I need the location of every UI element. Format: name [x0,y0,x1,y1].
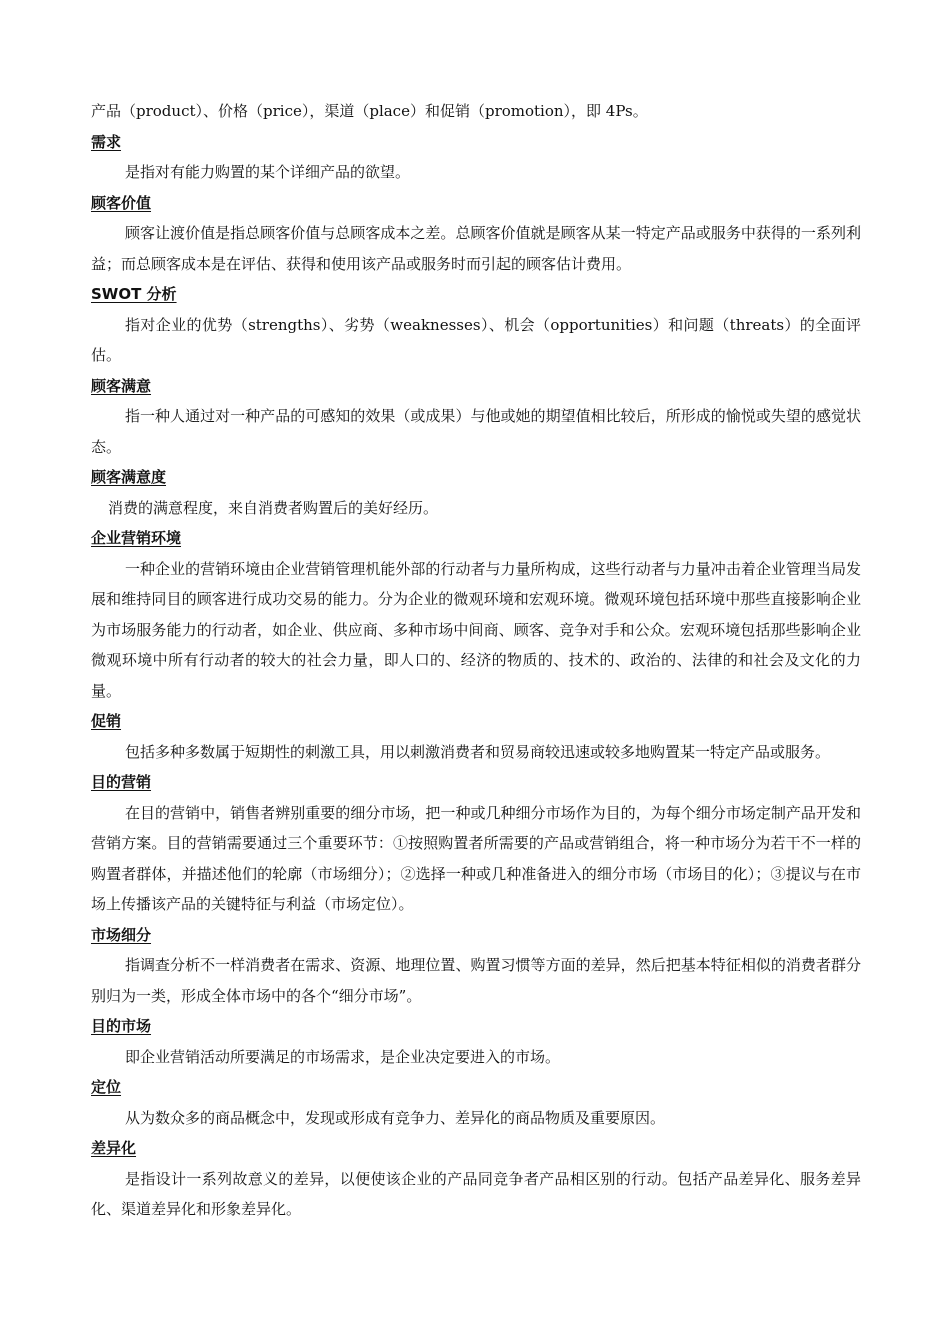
term-heading: 需求 [91,132,122,151]
term-definition: 是指设计一系列故意义的差异，以便使该企业的产品同竞争者产品相区别的行动。包括产品差异化、服务差异化、渠道差异化和形象差异化。 [91,1169,861,1218]
definition-section [91,767,861,920]
definition-section [91,1011,861,1072]
term-definition: 包括多种多数属于短期性的刺激工具，用以刺激消费者和贸易商较迅速或较多地购置某一特定产品或服务。 [125,742,831,761]
term-heading: 差异化 [91,1139,137,1157]
term-heading: 目的营销 [91,773,152,791]
term-definition: 消费的满意程度，来自消费者购置后的美好经历。 [108,498,439,517]
definitions-list [91,127,861,1225]
term-definition: 从为数众多的商品概念中，发现或形成有竞争力、差异化的商品物质及重要原因。 [125,1108,666,1127]
term-heading: SWOT 分析 [91,285,177,303]
term-heading: 市场细分 [91,925,152,944]
definition-section [91,523,861,706]
definition-section [91,371,861,463]
intro-paragraph: 产品（product）、价格（price），渠道（place）和促销（promotion），即 4Ps。 [91,102,648,120]
term-definition: 指一种人通过对一种产品的可感知的效果（或成果）与他或她的期望值相比较后，所形成的愉悦或失望的感觉状态。 [91,407,861,456]
term-heading: 目的市场 [91,1017,152,1035]
term-definition: 在目的营销中，销售者辨别重要的细分市场，把一种或几种细分市场作为目的，为每个细分市场定制产品开发和营销方案。目的营销需要通过三个重要环节：①按照购置者所需要的产品或营销组合，将一种市场分为若干不一样的购置者群体，并描述他们的轮廓（市场细分）；②选择一种或几种准备进入的细分市场（市场目的化）；③提议与在市场上传播该产品的关键特征与利益（市场定位）。 [91,803,861,913]
definition-section [91,188,861,280]
document-page [91,96,861,1225]
term-heading: 顾客价值 [91,193,152,212]
term-heading: 顾客满意 [91,376,152,395]
term-definition: 即企业营销活动所要满足的市场需求，是企业决定要进入的市场。 [125,1047,561,1066]
definition-section [91,127,861,188]
term-definition: 一种企业的营销环境由企业营销管理机能外部的行动者与力量所构成，这些行动者与力量冲击着企业管理当局发展和维持同目的顾客进行成功交易的能力。分为企业的微观环境和宏观环境。微观环境包括环境中那些直接影响企业为市场服务能力的行动者，如企业、供应商、多种市场中间商、顾客、竞争对手和公众。宏观环境包括那些影响企业微观环境中所有行动者的较大的社会力量，即人口的、经济的物质的、技术的、政治的、法律的和社会及文化的力量。 [91,559,861,700]
definition-section [91,706,861,767]
term-definition: 指调查分析不一样消费者在需求、资源、地理位置、购置习惯等方面的差异，然后把基本特征相似的消费者群分别归为一类，形成全体市场中的各个“细分市场”。 [91,956,861,1005]
definition-section [91,1133,861,1225]
term-heading: 定位 [91,1078,122,1096]
term-definition: 是指对有能力购置的某个详细产品的欲望。 [125,163,411,181]
term-definition: 指对企业的优势（strengths）、劣势（weaknesses）、机会（opportunities）和问题（threats）的全面评估。 [91,315,861,364]
term-heading: 促销 [91,712,122,730]
definition-section [91,920,861,1012]
term-definition: 顾客让渡价值是指总顾客价值与总顾客成本之差。总顾客价值就是顾客从某一特定产品或服务中获得的一系列利益；而总顾客成本是在评估、获得和使用该产品或服务时而引起的顾客估计费用。 [91,224,861,273]
definition-section [91,279,861,371]
definition-section [91,462,861,523]
definition-section [91,1072,861,1133]
term-heading: 企业营销环境 [91,529,182,547]
term-heading: 顾客满意度 [91,468,167,486]
